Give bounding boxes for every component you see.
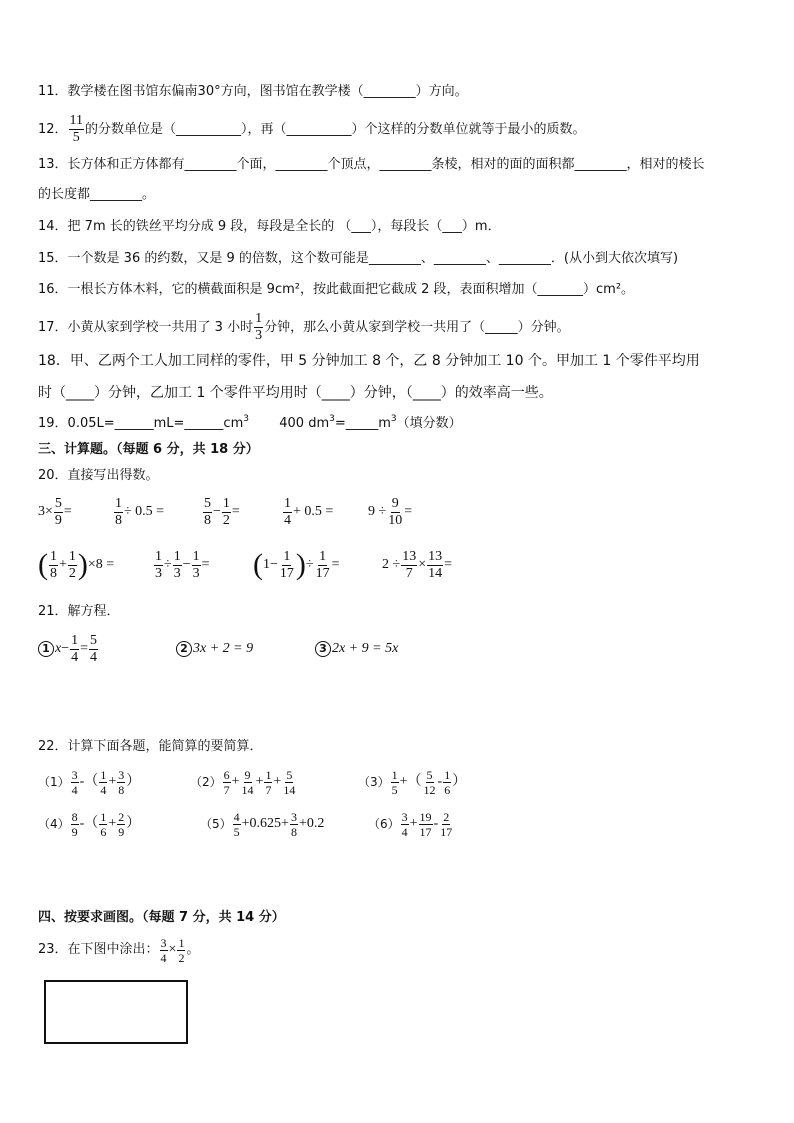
- denominator: 4: [401, 824, 408, 839]
- equation-1: [38, 630, 99, 668]
- fraction: [70, 634, 79, 665]
- numerator: 4: [233, 809, 240, 824]
- numerator: 1: [71, 632, 79, 648]
- equation-2: [176, 630, 253, 668]
- question-11: 11．教学楼在图书馆东偏南30°方向，图书馆在教学楼（________）方向。: [38, 84, 468, 99]
- question-22: 22．计算下面各题，能简算的要简算．: [38, 739, 263, 754]
- math-token: 1−: [263, 557, 278, 572]
- math-token: x: [55, 641, 62, 656]
- fraction: [89, 634, 98, 665]
- math-token: ×: [168, 942, 177, 957]
- math-token: −: [213, 504, 221, 519]
- math-token: （6）: [368, 817, 400, 831]
- fraction: [114, 497, 123, 528]
- math-token: +0.2: [298, 816, 325, 831]
- math-token: ）: [452, 774, 467, 789]
- denominator: 5: [72, 130, 80, 145]
- denominator: 3: [255, 328, 263, 343]
- denominator: 4: [90, 649, 98, 665]
- denominator: 8: [115, 512, 122, 528]
- numerator: 1: [265, 767, 272, 782]
- math-token: =: [63, 504, 72, 519]
- math-token: ÷: [305, 557, 314, 572]
- fraction: [68, 550, 77, 581]
- fraction: [387, 497, 403, 528]
- math-token: （填分数）: [396, 416, 462, 431]
- math-token: (: [38, 548, 48, 581]
- math-token: =_____m: [334, 416, 391, 431]
- question-19: 19．$0.05L=\_\_\_\_\_\_mL=\_\_\_\_\_\_cm^3$ 400 $dm^3=\_\_\_\_\_m^3$（填分数）: [38, 414, 462, 431]
- fraction: [427, 550, 443, 581]
- numerator: 1: [178, 935, 185, 950]
- numerator: 1: [155, 548, 162, 564]
- numerator: 1: [50, 548, 57, 564]
- fraction: [419, 811, 433, 838]
- math-token: ×8 =: [87, 557, 115, 572]
- denominator: 10: [388, 512, 403, 528]
- fraction: [223, 769, 231, 796]
- math-token: 1: [38, 641, 54, 657]
- denominator: 8: [204, 512, 211, 528]
- denominator: 8: [290, 824, 297, 839]
- question-17: [38, 312, 570, 343]
- math-token: 19．0.05L=______mL=______cm: [38, 416, 244, 431]
- shading-rectangle[interactable]: [44, 980, 188, 1044]
- math-token: ): [295, 548, 306, 581]
- denominator: 2: [178, 950, 185, 965]
- fraction: [160, 937, 168, 964]
- numerator: 9: [391, 495, 399, 511]
- question-12-text: 的分数单位是（__________），再（__________）个这样的分数单位就等于最小的质数。: [85, 122, 586, 137]
- math-token: (: [253, 548, 263, 581]
- q20-item-2: [113, 494, 164, 530]
- numerator: 5: [54, 495, 62, 511]
- fraction: [241, 769, 255, 796]
- numerator: 1: [444, 767, 451, 782]
- q22-problem-5: [200, 806, 324, 842]
- fraction: [177, 937, 185, 964]
- numerator: 1: [115, 495, 122, 511]
- q20-item-6: [38, 544, 114, 586]
- fraction: [439, 811, 453, 838]
- denominator: 17: [315, 565, 330, 581]
- math-token: =: [80, 641, 89, 656]
- math-token: 23．在下图中涂出：: [38, 942, 159, 957]
- question-15: 15．一个数是 36 的约数，又是 9 的倍数，这个数可能是________、________、________．(从小到大依次填写): [38, 251, 679, 266]
- q20-item-8: [253, 544, 340, 586]
- math-token: + 0.5 =: [293, 504, 334, 519]
- fraction: [54, 497, 63, 528]
- math-token: =: [444, 557, 452, 572]
- numerator: 1: [255, 311, 263, 326]
- numerator: 1: [192, 548, 200, 564]
- math-token: （1）: [38, 775, 70, 789]
- numerator: 5: [426, 767, 433, 782]
- denominator: 3: [155, 565, 162, 581]
- q22-problem-3: （3） $\frac{1}{5}$ +（ $\frac{5}{12}$ - $\frac{1}{6}$ ）: [358, 767, 467, 797]
- denominator: 4: [100, 782, 107, 797]
- denominator: 9: [118, 824, 125, 839]
- fraction: [99, 811, 107, 838]
- fraction: [99, 769, 107, 796]
- question-21: 21．解方程．: [38, 604, 120, 619]
- fraction: [283, 497, 292, 528]
- denominator: 2: [68, 565, 76, 581]
- math-token: -（: [79, 774, 99, 789]
- math-token: +: [108, 774, 117, 789]
- math-token: ÷: [164, 557, 172, 572]
- q20-item-9: [382, 544, 452, 586]
- fraction: [290, 811, 298, 838]
- fraction: [423, 769, 437, 796]
- q22-problem-4: （4） $\frac{8}{9}$ -（ $\frac{1}{6}$ + $\frac{2}{9}$ ）: [38, 809, 141, 839]
- denominator: 7: [265, 782, 272, 797]
- numerator: 1: [68, 548, 76, 564]
- fraction: [443, 769, 451, 796]
- numerator: 5: [90, 632, 98, 648]
- math-token: −: [61, 641, 70, 656]
- fraction: [222, 497, 231, 528]
- numerator: 1: [391, 767, 398, 782]
- math-token: 9 ÷: [368, 504, 387, 519]
- math-token: ）: [126, 774, 141, 789]
- fraction: [315, 550, 331, 581]
- numerator: 1: [173, 548, 181, 564]
- math-token: 400 dm: [279, 416, 330, 431]
- denominator: 17: [419, 824, 432, 839]
- denominator: 8: [118, 782, 125, 797]
- section-4-heading: 四、按要求画图。（每题 7 分，共 14 分）: [38, 910, 285, 925]
- math-token: -（: [79, 816, 99, 831]
- denominator: 17: [440, 824, 453, 839]
- denominator: 14: [283, 782, 296, 797]
- math-token: 分钟，那么小黄从家到学校一共用了（_____）分钟。: [264, 320, 570, 335]
- numerator: 13: [402, 548, 417, 564]
- denominator: 12: [423, 782, 436, 797]
- denominator: 7: [405, 565, 413, 581]
- question-20: 20．直接写出得数。: [38, 468, 159, 483]
- question-12: [38, 114, 586, 145]
- denominator: 17: [279, 565, 294, 581]
- question-13-line-2: 的长度都________。: [38, 187, 156, 202]
- fraction-1-3: [254, 312, 263, 343]
- math-token: =: [201, 557, 210, 572]
- math-token: 17．小黄从家到学校一共用了 3 小时: [38, 320, 254, 335]
- denominator: 8: [50, 565, 57, 581]
- math-token: −: [182, 557, 191, 572]
- fraction: [391, 769, 399, 796]
- math-token: 3x + 2 = 9: [193, 641, 254, 656]
- denominator: 4: [160, 950, 167, 965]
- numerator: 1: [100, 767, 107, 782]
- fraction: [71, 769, 79, 796]
- numerator: 9: [244, 767, 251, 782]
- denominator: 6: [444, 782, 451, 797]
- math-token: ÷ 0.5 =: [124, 504, 165, 519]
- math-token: =: [231, 504, 240, 519]
- question-16: 16．一根长方体木料，它的横截面积是 9cm²，按此截面把它截成 2 段，表面积增加（_______）cm²。: [38, 282, 635, 297]
- math-token: 2x + 9 = 5x: [332, 641, 399, 656]
- numerator: 3: [290, 809, 297, 824]
- denominator: 14: [241, 782, 254, 797]
- numerator: 3: [118, 767, 125, 782]
- numerator: 8: [71, 809, 78, 824]
- fraction: [203, 497, 212, 528]
- denominator: 2: [222, 512, 230, 528]
- math-token: 。: [186, 942, 200, 957]
- numerator: 13: [428, 548, 443, 564]
- numerator: 1: [284, 495, 291, 511]
- fraction: [173, 550, 182, 581]
- fraction: [49, 550, 58, 581]
- fraction-11-5: [69, 114, 84, 145]
- math-token: ): [77, 548, 88, 581]
- fraction: [117, 811, 125, 838]
- numerator: 1: [100, 809, 107, 824]
- math-token: ）: [126, 816, 141, 831]
- q20-item-1: [38, 494, 72, 530]
- equation-3: [315, 630, 398, 668]
- q20-item-5: [368, 494, 412, 530]
- numerator: 19: [419, 809, 432, 824]
- denominator: 7: [223, 782, 230, 797]
- denominator: 4: [284, 512, 291, 528]
- math-token: =: [404, 504, 413, 519]
- fraction: [279, 550, 295, 581]
- numerator: 3: [401, 809, 408, 824]
- numerator: 1: [319, 548, 327, 564]
- fraction: [71, 811, 79, 838]
- numerator: 3: [71, 767, 78, 782]
- denominator: 5: [233, 824, 240, 839]
- math-token: =: [331, 557, 340, 572]
- fraction: [192, 550, 201, 581]
- math-token: 2: [176, 641, 192, 657]
- numerator: 5: [204, 495, 211, 511]
- numerator: 5: [286, 767, 293, 782]
- math-token: ×: [418, 557, 427, 572]
- numerator: 2: [118, 809, 125, 824]
- fraction: [282, 769, 296, 796]
- question-14: 14．把 7m 长的铁丝平均分成 9 段，每段是全长的 （___），每段长（___）m．: [38, 219, 501, 234]
- math-token: （4）: [38, 817, 70, 831]
- numerator: 11: [69, 113, 84, 128]
- numerator: 1: [222, 495, 230, 511]
- math-token: +（: [399, 774, 422, 789]
- question-13-line-1: 13．长方体和正方体都有________个面，________个顶点，________条棱，相对的面的面积都________，相对的棱长: [38, 157, 705, 172]
- math-token: +0.625+: [241, 816, 289, 831]
- fraction: [233, 811, 241, 838]
- denominator: 9: [54, 512, 62, 528]
- math-token: （2）: [190, 775, 222, 789]
- denominator: 14: [428, 565, 443, 581]
- fraction: [401, 550, 417, 581]
- denominator: 6: [100, 824, 107, 839]
- math-token: 3: [315, 641, 331, 657]
- fraction: [117, 769, 125, 796]
- fraction: [264, 769, 272, 796]
- section-3-heading: 三、计算题。（每题 6 分，共 18 分）: [38, 442, 259, 457]
- denominator: 3: [192, 565, 200, 581]
- math-token: +: [59, 557, 67, 572]
- fraction: [401, 811, 409, 838]
- numerator: 6: [223, 767, 230, 782]
- q20-item-3: [202, 494, 240, 530]
- math-token: 2 ÷: [382, 557, 401, 572]
- math-token: 3×: [38, 504, 53, 519]
- math-token: （5）: [200, 817, 232, 831]
- denominator: 3: [173, 565, 181, 581]
- denominator: 9: [71, 824, 78, 839]
- q20-item-7: [153, 544, 210, 586]
- numerator: 3: [160, 935, 167, 950]
- math-token: （3）: [358, 775, 390, 789]
- denominator: 4: [71, 782, 78, 797]
- numerator: 2: [443, 809, 450, 824]
- question-12-number: 12．: [38, 122, 68, 137]
- q22-problem-2: （2） $\frac{6}{7}$ + $\frac{9}{14}$ + $\frac{1}{7}$ + $\frac{5}{14}$: [190, 767, 296, 797]
- q20-item-4: [282, 494, 333, 530]
- question-18-line-2: 时（____）分钟，乙加工 1 个零件平均用时（____）分钟，（____）的效率高一些。: [38, 385, 553, 401]
- question-18-line-1: 18．甲、乙两个工人加工同样的零件，甲 5 分钟加工 8 个，乙 8 分钟加工 10 个。甲加工 1 个零件平均用: [38, 353, 700, 369]
- q22-problem-6: （6） $\frac{3}{4}$ + $\frac{19}{17}$ - $\frac{2}{17}$: [368, 809, 453, 839]
- denominator: 4: [71, 649, 79, 665]
- denominator: 5: [391, 782, 398, 797]
- q22-problem-1: [38, 764, 140, 800]
- fraction: [154, 550, 163, 581]
- numerator: 1: [283, 548, 291, 564]
- question-23: [38, 932, 199, 968]
